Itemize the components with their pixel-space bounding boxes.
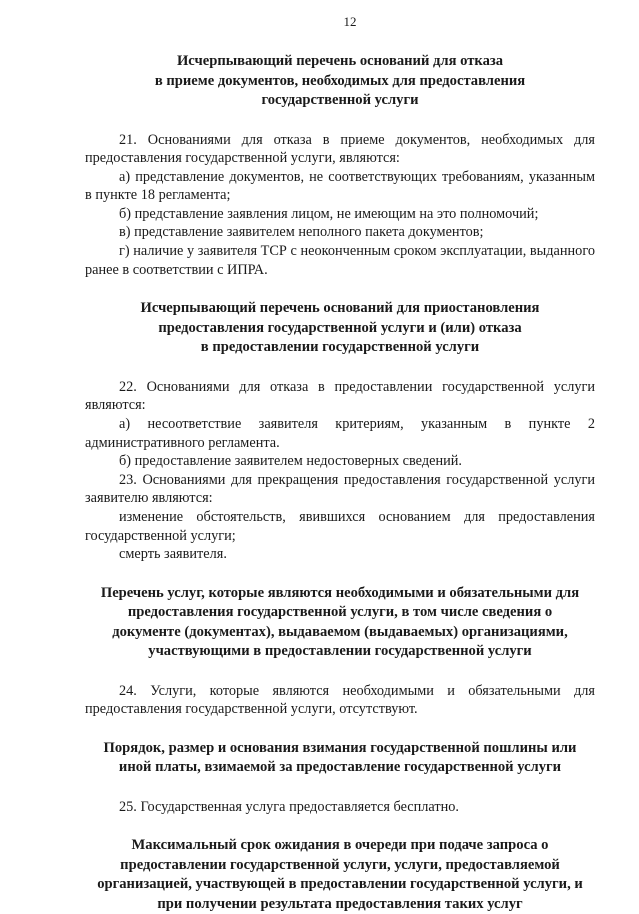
section-heading [85,836,595,914]
section-suspension-refusal [85,299,595,563]
paragraph: а) представление документов, не соответствующих требованиям, указанным в пункте 18 регламента; [85,168,595,204]
section-refusal-acceptance [85,52,595,279]
heading-line: Перечень услуг, которые являются необходимыми и обязательными для [100,584,580,601]
paragraph: б) предоставление заявителем недостоверных сведений. [119,453,462,470]
paragraph: 23. Основаниями для прекращения предоставления государственной услуги заявителю являются: [85,471,595,507]
paragraph: г) наличие у заявителя ТСР с неоконченным сроком эксплуатации, выданного ранее в соответствии с ИПРА. [85,243,595,278]
section-required-services [85,584,595,719]
heading-line: иной платы, взимаемой за предоставление государственной услуги [118,759,562,776]
heading-line: в предоставлении государственной услуги [200,339,480,356]
paragraph: в) представление заявителем неполного пакета документов; [119,224,484,241]
heading-line: государственной услуги [261,92,419,108]
heading-line: Исчерпывающий перечень оснований для отказа [176,53,504,69]
paragraph: 21. Основаниями для отказа в приеме документов, необходимых для предоставления государственной услуги, являются: [85,131,595,167]
section-queue-time [85,836,595,914]
section-heading [85,299,595,358]
section-heading [85,584,595,662]
paragraph: смерть заявителя. [119,546,227,563]
heading-line: предоставления государственной услуги, в том числе сведения о [127,604,553,621]
paragraph: 25. Государственная услуга предоставляется бесплатно. [119,798,459,815]
paragraph: а) несоответствие заявителя критериям, указанным в пункте 2 административного регламента. [85,415,595,451]
heading-line: документе (документах), выдаваемом (выдаваемых) организациями, [112,623,568,640]
paragraph: изменение обстоятельств, явившихся основанием для предоставления государственной услуги; [85,508,595,544]
heading-line: Максимальный срок ожидания в очереди при подаче запроса о [131,837,549,854]
heading-line: при получении результата предоставления таких услуг [157,895,523,912]
paragraph: 24. Услуги, которые являются необходимыми и обязательными для предоставления государственной услуги, отсутствуют. [85,682,595,718]
section-fees [85,739,595,817]
heading-line: Порядок, размер и основания взимания государственной пошлины или [103,739,577,756]
heading-line: предоставления государственной услуги и (или) отказа [158,319,522,336]
heading-line: Исчерпывающий перечень оснований для приостановления [140,300,540,317]
page-number: 12 [343,14,357,29]
section-heading [85,52,595,111]
heading-line: предоставлении государственной услуги, услуги, предоставляемой [120,856,560,873]
heading-line: в приеме документов, необходимых для предоставления [154,72,526,89]
heading-line: организацией, участвующей в предоставлении государственной услуги, и [97,876,583,893]
paragraph: 22. Основаниями для отказа в предоставлении государственной услуги являются: [85,378,595,414]
section-heading [85,739,595,778]
paragraph: б) представление заявления лицом, не имеющим на это полномочий; [119,205,539,222]
heading-line: участвующими в предоставлении государственной услуги [148,643,532,660]
